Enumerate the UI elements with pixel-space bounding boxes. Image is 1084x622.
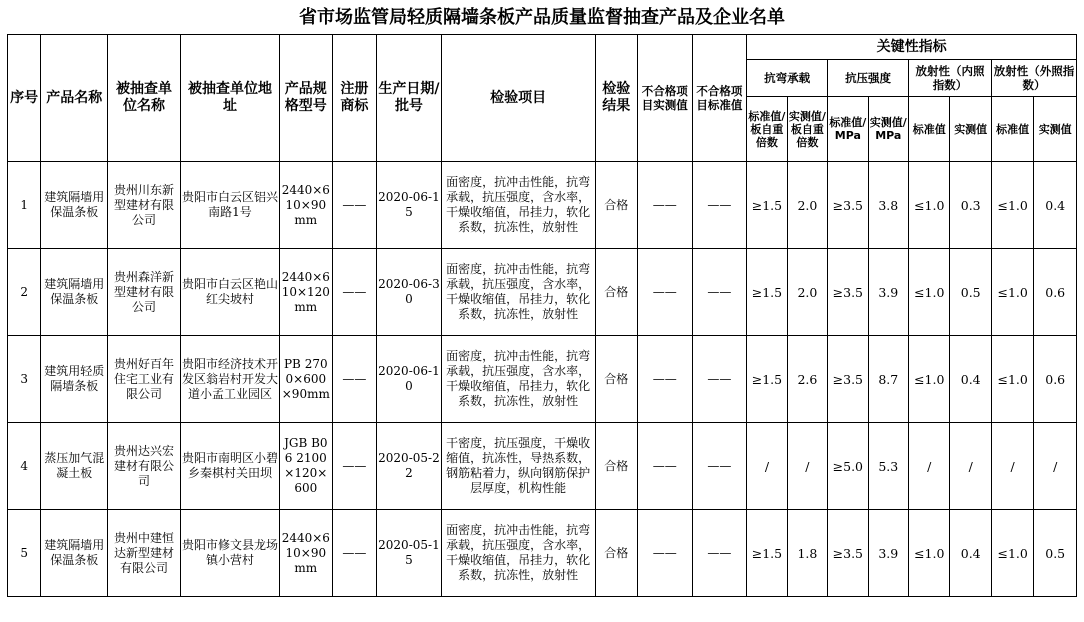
cell-spec: 2440×610×90mm [280,162,333,249]
cell-address: 贵阳市白云区铝兴南路1号 [180,162,279,249]
cell-fail-measured: —— [637,249,692,336]
cell-result: 合格 [595,336,637,423]
cell-bending-std: / [747,423,787,510]
cell-rad-ex-std: ≤1.0 [991,336,1033,423]
cell-comp-std: ≥5.0 [828,423,868,510]
cell-comp-meas: 3.8 [868,162,908,249]
cell-trademark: —— [332,249,376,336]
cell-seq: 2 [8,249,41,336]
cell-bending-meas: / [787,423,827,510]
cell-spec: 2440×610×90mm [280,510,333,597]
cell-rad-in-meas: 0.4 [950,336,991,423]
cell-trademark: —— [332,423,376,510]
cell-rad-in-std: / [909,423,950,510]
cell-rad-ex-std: / [991,423,1033,510]
header-rad-ex-std: 标准值 [991,97,1033,162]
cell-product: 建筑隔墙用保温条板 [41,249,108,336]
cell-result: 合格 [595,249,637,336]
cell-date: 2020-06-10 [377,336,442,423]
cell-rad-in-std: ≤1.0 [909,249,950,336]
cell-spec: JGB B06 2100×120×600 [280,423,333,510]
cell-comp-meas: 5.3 [868,423,908,510]
cell-fail-measured: —— [637,423,692,510]
cell-items: 面密度，抗冲击性能，抗弯承载，抗压强度，含水率，干燥收缩值，吊挂力，软化系数，抗冻性，放射性 [441,336,595,423]
cell-fail-standard: —— [692,249,747,336]
cell-rad-ex-meas: 0.6 [1034,336,1077,423]
header-seq: 序号 [8,35,41,162]
cell-address: 贵阳市南明区小碧乡秦棋村关田坝 [180,423,279,510]
cell-address: 贵阳市修文县龙场镇小营村 [180,510,279,597]
cell-fail-measured: —— [637,510,692,597]
cell-company: 贵州好百年住宅工业有限公司 [108,336,181,423]
cell-spec: 2440×610×120mm [280,249,333,336]
cell-fail-measured: —— [637,162,692,249]
header-bending-std: 标准值/板自重倍数 [747,97,787,162]
table-row [8,336,1077,423]
header-comp-meas: 实测值/MPa [868,97,908,162]
cell-bending-meas: 2.0 [787,249,827,336]
header-rad-in-meas: 实测值 [950,97,991,162]
cell-fail-standard: —— [692,162,747,249]
cell-bending-meas: 2.0 [787,162,827,249]
cell-comp-std: ≥3.5 [828,162,868,249]
header-compressive: 抗压强度 [828,60,909,97]
header-rad-ex-meas: 实测值 [1034,97,1077,162]
cell-rad-ex-meas: 0.6 [1034,249,1077,336]
cell-date: 2020-06-15 [377,162,442,249]
cell-items: 面密度，抗冲击性能，抗弯承载，抗压强度，含水率，干燥收缩值，吊挂力，软化系数，抗冻性，放射性 [441,162,595,249]
cell-rad-in-meas: 0.3 [950,162,991,249]
cell-fail-standard: —— [692,336,747,423]
header-result: 检验结果 [595,35,637,162]
cell-items: 干密度，抗压强度，干燥收缩值，抗冻性，导热系数，钢筋粘着力，纵向钢筋保护层厚度，机构性能 [441,423,595,510]
cell-trademark: —— [332,510,376,597]
cell-trademark: —— [332,336,376,423]
cell-company: 贵州森洋新型建材有限公司 [108,249,181,336]
header-spec: 产品规格型号 [280,35,333,162]
cell-result: 合格 [595,162,637,249]
cell-bending-std: ≥1.5 [747,336,787,423]
cell-product: 建筑隔墙用保温条板 [41,510,108,597]
cell-comp-std: ≥3.5 [828,336,868,423]
table-row [8,423,1077,510]
cell-rad-ex-meas: 0.5 [1034,510,1077,597]
cell-rad-in-std: ≤1.0 [909,336,950,423]
header-radiation-internal: 放射性（内照指数） [909,60,992,97]
header-company-name: 被抽查单位名称 [108,35,181,162]
cell-items: 面密度，抗冲击性能，抗弯承载，抗压强度，含水率，干燥收缩值，吊挂力，软化系数，抗冻性，放射性 [441,249,595,336]
cell-product: 建筑隔墙用保温条板 [41,162,108,249]
cell-address: 贵阳市经济技术开发区翁岩村开发大道小孟工业园区 [180,336,279,423]
header-trademark: 注册商标 [332,35,376,162]
header-bending-meas: 实测值/板自重倍数 [787,97,827,162]
cell-comp-meas: 8.7 [868,336,908,423]
cell-rad-in-std: ≤1.0 [909,510,950,597]
cell-fail-standard: —— [692,510,747,597]
cell-items: 面密度，抗冲击性能，抗弯承载，抗压强度，含水率，干燥收缩值，吊挂力，软化系数，抗冻性，放射性 [441,510,595,597]
cell-address: 贵阳市白云区艳山红尖坡村 [180,249,279,336]
header-bending: 抗弯承载 [747,60,828,97]
cell-spec: PB 2700×600×90mm [280,336,333,423]
cell-seq: 3 [8,336,41,423]
header-fail-standard: 不合格项目标准值 [692,35,747,162]
cell-date: 2020-06-30 [377,249,442,336]
cell-rad-ex-std: ≤1.0 [991,249,1033,336]
cell-company: 贵州中建恒达新型建材有限公司 [108,510,181,597]
cell-company: 贵州达兴宏建材有限公司 [108,423,181,510]
cell-bending-std: ≥1.5 [747,249,787,336]
header-items: 检验项目 [441,35,595,162]
table-row [8,162,1077,249]
cell-date: 2020-05-15 [377,510,442,597]
header-fail-measured: 不合格项目实测值 [637,35,692,162]
cell-result: 合格 [595,423,637,510]
header-product-name: 产品名称 [41,35,108,162]
cell-trademark: —— [332,162,376,249]
cell-bending-std: ≥1.5 [747,162,787,249]
cell-rad-ex-std: ≤1.0 [991,510,1033,597]
cell-rad-ex-std: ≤1.0 [991,162,1033,249]
page-title: 省市场监管局轻质隔墙条板产品质量监督抽查产品及企业名单 [299,7,785,28]
cell-seq: 5 [8,510,41,597]
product-table [7,34,1077,597]
cell-seq: 1 [8,162,41,249]
cell-rad-in-meas: / [950,423,991,510]
cell-seq: 4 [8,423,41,510]
cell-rad-in-std: ≤1.0 [909,162,950,249]
table-row [8,249,1077,336]
header-comp-std: 标准值/MPa [828,97,868,162]
header-company-address: 被抽查单位地址 [180,35,279,162]
cell-fail-standard: —— [692,423,747,510]
header-date: 生产日期/批号 [377,35,442,162]
cell-product: 蒸压加气混凝土板 [41,423,108,510]
cell-product: 建筑用轻质隔墙条板 [41,336,108,423]
cell-comp-meas: 3.9 [868,510,908,597]
table-row [8,510,1077,597]
cell-comp-std: ≥3.5 [828,510,868,597]
cell-rad-ex-meas: 0.4 [1034,162,1077,249]
cell-rad-in-meas: 0.4 [950,510,991,597]
cell-bending-std: ≥1.5 [747,510,787,597]
cell-bending-meas: 2.6 [787,336,827,423]
cell-comp-std: ≥3.5 [828,249,868,336]
header-key-indicators: 关键性指标 [747,35,1077,60]
cell-comp-meas: 3.9 [868,249,908,336]
cell-date: 2020-05-22 [377,423,442,510]
cell-fail-measured: —— [637,336,692,423]
header-rad-in-std: 标准值 [909,97,950,162]
header-radiation-external: 放射性（外照指数） [991,60,1076,97]
cell-result: 合格 [595,510,637,597]
cell-rad-ex-meas: / [1034,423,1077,510]
cell-rad-in-meas: 0.5 [950,249,991,336]
cell-bending-meas: 1.8 [787,510,827,597]
cell-company: 贵州川东新型建材有限公司 [108,162,181,249]
